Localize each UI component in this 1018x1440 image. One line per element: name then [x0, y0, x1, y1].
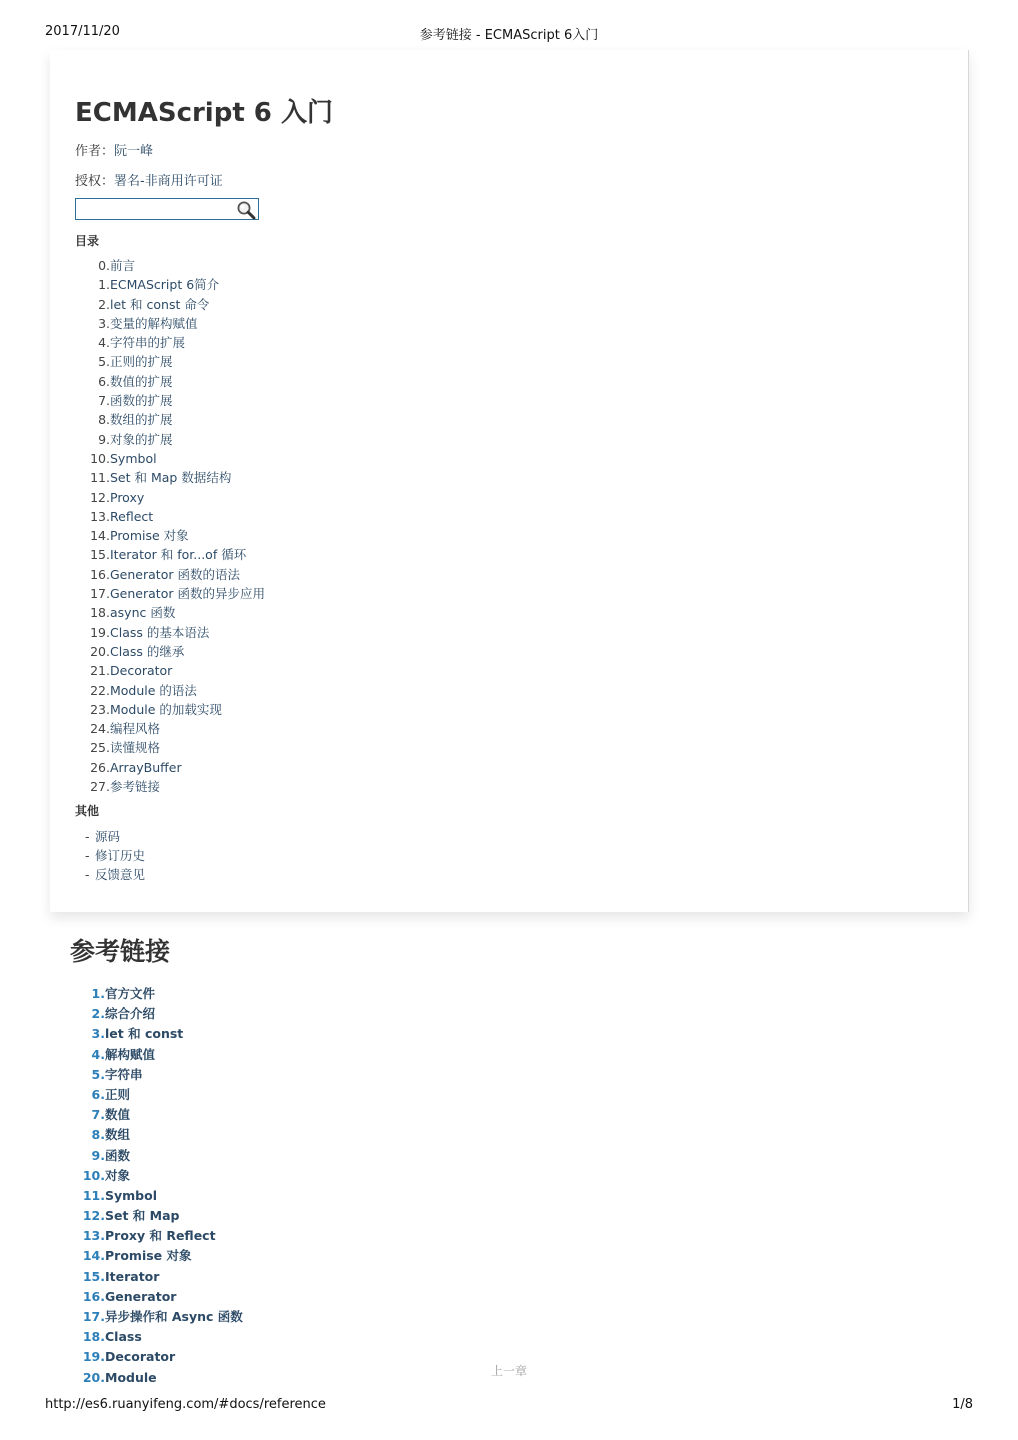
toc-number: 5. — [98, 354, 110, 370]
reference-number: 14. — [82, 1248, 105, 1264]
toc-item — [75, 738, 265, 757]
toc-link[interactable]: Promise 对象 — [110, 528, 189, 544]
toc-link[interactable]: 字符串的扩展 — [110, 335, 186, 351]
toc-number: 9. — [98, 431, 110, 447]
reference-link[interactable]: 解构赋值 — [105, 1046, 156, 1062]
toc-item — [75, 430, 265, 449]
toc-number: 18. — [90, 605, 110, 621]
toc-link[interactable]: 正则的扩展 — [110, 354, 173, 370]
reference-link[interactable]: Iterator — [105, 1268, 160, 1284]
reference-link[interactable]: Proxy 和 Reflect — [105, 1228, 216, 1244]
toc-link[interactable]: 对象的扩展 — [110, 431, 173, 447]
toc-link[interactable]: Class 的基本语法 — [110, 624, 210, 640]
toc-number: 11. — [90, 470, 110, 486]
toc-item — [75, 584, 265, 603]
reference-item — [70, 1004, 243, 1024]
reference-link[interactable]: Decorator — [105, 1349, 176, 1365]
toc-link[interactable]: Reflect — [110, 508, 154, 524]
reference-link[interactable]: Generator — [105, 1288, 177, 1304]
print-page-number: 1/8 — [952, 1397, 973, 1412]
toc-number: 20. — [90, 643, 110, 659]
reference-number: 7. — [91, 1107, 105, 1123]
content-title: 参考链接 — [70, 937, 171, 966]
toc-number: 24. — [90, 721, 110, 737]
toc-number: 19. — [90, 624, 110, 640]
toc-number: 3. — [98, 315, 110, 331]
print-footer — [0, 1397, 1018, 1415]
toc-item — [75, 507, 265, 526]
print-url: http://es6.ruanyifeng.com/#docs/reference — [45, 1397, 326, 1412]
toc-item — [75, 352, 265, 371]
search-icon[interactable] — [236, 200, 256, 220]
other-bullet: - — [85, 867, 90, 882]
reference-number: 1. — [91, 986, 105, 1001]
license-label: 授权： — [75, 174, 115, 189]
toc-item — [75, 488, 265, 507]
print-date: 2017/11/20 — [45, 24, 120, 39]
toc-link[interactable]: Module 的语法 — [110, 682, 197, 698]
toc-number: 15. — [90, 547, 110, 563]
toc-item — [75, 468, 265, 487]
toc-item — [75, 623, 265, 642]
toc-link[interactable]: ECMAScript 6简介 — [110, 277, 220, 293]
toc-number: 6. — [98, 373, 110, 389]
toc-link[interactable]: Symbol — [110, 450, 157, 466]
sidebar — [50, 50, 969, 912]
reference-number: 17. — [82, 1309, 105, 1324]
toc-number: 0. — [98, 258, 110, 273]
toc-item — [75, 391, 265, 410]
author-line — [75, 140, 153, 159]
reference-number: 3. — [91, 1026, 105, 1042]
reference-number: 16. — [82, 1288, 105, 1304]
reference-number: 15. — [82, 1268, 105, 1284]
toc-link[interactable]: Class 的继承 — [110, 643, 185, 659]
other-heading: 其他 — [75, 804, 100, 818]
toc-item — [75, 642, 265, 661]
reference-item — [70, 1024, 243, 1044]
toc-item — [75, 700, 265, 719]
reference-link[interactable]: 字符串 — [105, 1066, 143, 1082]
print-page-title: 参考链接 - ECMAScript 6入门 — [419, 28, 599, 43]
reference-number: 13. — [82, 1228, 105, 1244]
toc-item — [75, 449, 265, 468]
reference-number: 11. — [82, 1187, 105, 1203]
reference-item — [70, 1226, 243, 1246]
toc-link[interactable]: Decorator — [110, 663, 173, 679]
toc-link[interactable]: let 和 const 命令 — [110, 296, 210, 312]
reference-link[interactable]: Promise 对象 — [105, 1248, 192, 1264]
toc-link[interactable]: 数组的扩展 — [110, 412, 173, 428]
toc-item — [75, 333, 265, 352]
toc-number: 17. — [90, 586, 110, 602]
reference-item — [70, 1125, 243, 1145]
reference-number: 4. — [91, 1046, 105, 1062]
reference-number: 9. — [91, 1147, 105, 1163]
toc-number: 7. — [98, 393, 110, 409]
reference-link[interactable]: Class — [105, 1329, 142, 1345]
toc-number: 10. — [90, 450, 110, 466]
toc-item — [75, 545, 265, 564]
other-item — [85, 827, 145, 846]
reference-number: 12. — [82, 1208, 105, 1224]
reference-number: 5. — [91, 1066, 105, 1082]
reference-link[interactable]: Set 和 Map — [105, 1208, 180, 1224]
toc-link[interactable]: 变量的解构赋值 — [110, 315, 198, 331]
reference-item — [70, 1287, 243, 1307]
toc-link[interactable]: Proxy — [110, 489, 145, 505]
reference-item — [70, 1065, 243, 1085]
toc-number: 16. — [90, 566, 110, 582]
reference-link[interactable]: let 和 const — [105, 1026, 184, 1042]
reference-item — [70, 1166, 243, 1186]
toc-number: 26. — [90, 759, 110, 775]
license-line — [75, 170, 223, 189]
other-bullet: - — [85, 848, 90, 863]
reference-link[interactable]: 综合介绍 — [105, 1006, 156, 1022]
toc-number: 13. — [90, 508, 110, 524]
reference-list — [70, 984, 243, 1388]
reference-item — [70, 1327, 243, 1347]
other-link[interactable]: 反馈意见 — [95, 867, 146, 882]
other-bullet: - — [85, 829, 90, 844]
reference-number: 2. — [91, 1006, 105, 1022]
toc-number: 27. — [90, 779, 110, 795]
toc-heading: 目录 — [75, 234, 100, 248]
toc-number: 4. — [98, 335, 110, 351]
toc-item — [75, 275, 265, 294]
toc-item — [75, 603, 265, 622]
reference-link[interactable]: 对象 — [105, 1167, 131, 1183]
toc-list — [75, 256, 265, 796]
reference-item — [70, 1085, 243, 1105]
toc-link[interactable]: Generator 函数的语法 — [110, 566, 240, 582]
toc-item — [75, 661, 265, 680]
toc-item — [75, 681, 265, 700]
reference-link[interactable]: 函数 — [105, 1147, 131, 1163]
toc-link[interactable]: 前言 — [110, 258, 136, 273]
toc-item — [75, 410, 265, 429]
toc-item — [75, 758, 265, 777]
other-link[interactable]: 源码 — [95, 829, 121, 844]
toc-item — [75, 777, 265, 796]
reference-number: 10. — [82, 1167, 105, 1183]
toc-number: 23. — [90, 701, 110, 717]
reference-item — [70, 1105, 243, 1125]
toc-link[interactable]: Iterator 和 for...of 循环 — [110, 547, 247, 563]
search-box — [75, 198, 259, 220]
toc-link[interactable]: 参考链接 — [110, 779, 161, 795]
author-link[interactable]: 阮一峰 — [114, 144, 154, 159]
toc-link[interactable]: Set 和 Map 数据结构 — [110, 470, 232, 486]
toc-item — [75, 295, 265, 314]
toc-number: 14. — [90, 528, 110, 544]
print-header — [0, 24, 1018, 42]
reference-link[interactable]: 正则 — [105, 1086, 131, 1102]
reference-item — [70, 1146, 243, 1166]
toc-number: 12. — [90, 489, 110, 505]
reference-link[interactable]: 数值 — [105, 1107, 131, 1123]
reference-number: 20. — [82, 1369, 105, 1385]
reference-item — [70, 1206, 243, 1226]
toc-item — [75, 256, 265, 275]
reference-link[interactable]: Module — [105, 1369, 157, 1385]
reference-item — [70, 1045, 243, 1065]
reference-item — [70, 1307, 243, 1327]
toc-number: 22. — [90, 682, 110, 698]
book-title: ECMAScript 6 入门 — [75, 98, 333, 128]
reference-number: 6. — [91, 1086, 105, 1102]
toc-link[interactable]: 编程风格 — [110, 721, 161, 737]
toc-link[interactable]: 函数的扩展 — [110, 393, 173, 409]
reference-link[interactable]: 异步操作和 Async 函数 — [105, 1309, 243, 1324]
license-link[interactable]: 署名-非商用许可证 — [114, 174, 223, 189]
toc-link[interactable]: 数值的扩展 — [110, 373, 173, 389]
reference-number: 18. — [82, 1329, 105, 1345]
author-label: 作者： — [75, 144, 115, 159]
other-item — [85, 865, 145, 884]
reference-item — [70, 984, 243, 1004]
toc-item — [75, 372, 265, 391]
other-list — [85, 827, 145, 884]
toc-number: 25. — [90, 740, 110, 756]
toc-link[interactable]: Generator 函数的异步应用 — [110, 586, 265, 602]
prev-chapter-link[interactable]: 上一章 — [490, 1364, 527, 1378]
reference-link[interactable]: Symbol — [105, 1187, 157, 1203]
toc-number: 2. — [98, 296, 110, 312]
other-link[interactable]: 修订历史 — [95, 848, 146, 863]
toc-link[interactable]: 读懂规格 — [110, 740, 161, 756]
reference-item — [70, 1186, 243, 1206]
toc-link[interactable]: async 函数 — [110, 605, 176, 621]
toc-item — [75, 526, 265, 545]
toc-item — [75, 565, 265, 584]
reference-number: 8. — [91, 1127, 105, 1143]
reference-item — [70, 1267, 243, 1287]
toc-number: 21. — [90, 663, 110, 679]
reference-link[interactable]: 官方文件 — [105, 986, 156, 1001]
other-item — [85, 846, 145, 865]
reference-link[interactable]: 数组 — [105, 1127, 131, 1143]
toc-link[interactable]: ArrayBuffer — [110, 759, 182, 775]
toc-item — [75, 719, 265, 738]
toc-number: 1. — [98, 277, 110, 293]
reference-number: 19. — [82, 1349, 105, 1365]
toc-item — [75, 314, 265, 333]
toc-number: 8. — [98, 412, 110, 428]
search-input[interactable] — [76, 199, 234, 219]
reference-item — [70, 1246, 243, 1266]
toc-link[interactable]: Module 的加载实现 — [110, 701, 222, 717]
